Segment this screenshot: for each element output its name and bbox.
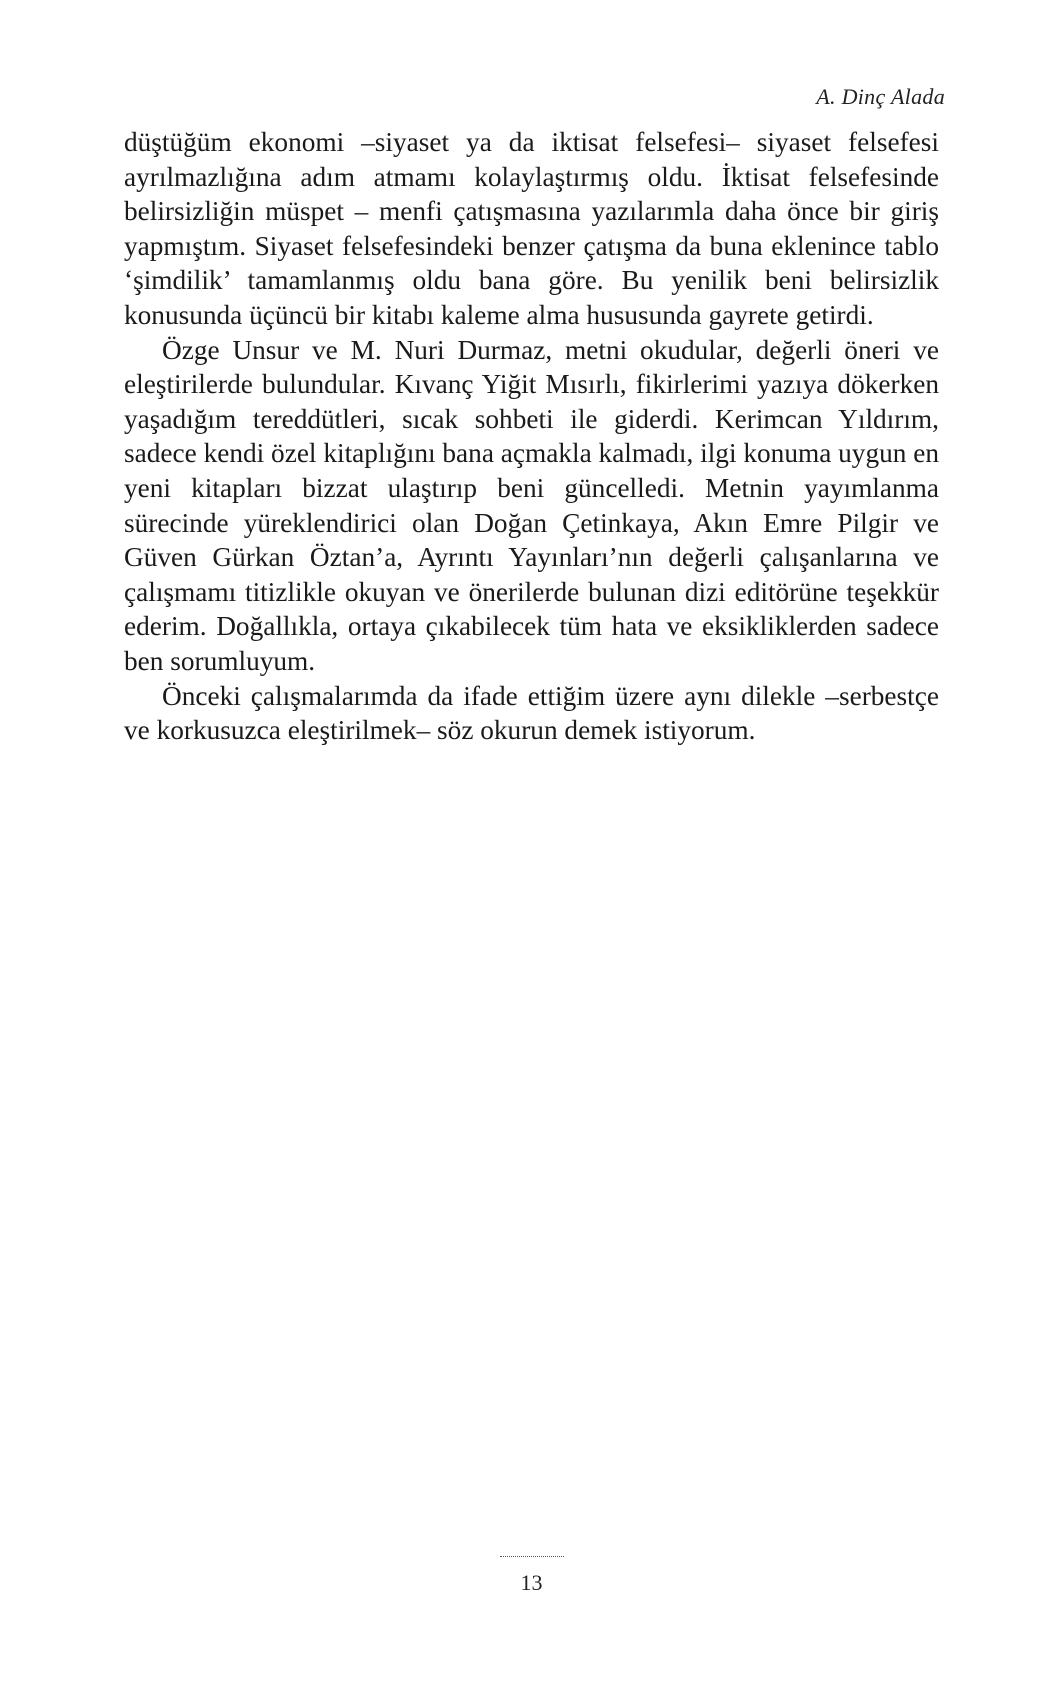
page-number: 13 xyxy=(520,1570,543,1595)
running-header: A. Dinç Alada xyxy=(816,84,945,109)
paragraph: Özge Unsur ve M. Nuri Durmaz, metni okudular, değerli öneri ve eleştirilerde bulundular. Kıvanç Yiğit Mısırlı, fikirlerimi yazıya dökerken yaşadığım tereddütleri, sıcak sohbeti ile giderdi. Kerimcan Yıldırım, sadece kendi özel kitaplığını bana açmakla kalmadı, ilgi konuma uygun en yeni kitapları bizzat ulaştırıp beni güncelledi. Metnin yayımlanma sürecinde yüreklendirici olan Doğan Çetinkaya, Akın Emre Pilgir ve Güven Gürkan Öztan’a, Ayrıntı Yayınları’nın değerli çalışanlarına ve çalışmamı titizlikle okuyan ve önerilerde bulunan dizi editörüne teşekkür ederim. Doğallıkla, ortaya çıkabilecek tüm hata ve eksikliklerden sadece ben sorumluyum. xyxy=(124,334,939,676)
footer-divider xyxy=(500,1556,564,1557)
paragraph: Önceki çalışmalarımda da ifade ettiğim üzere aynı dilekle –serbestçe ve korkusuzca eleştirilmek– söz okurun demek istiyorum. xyxy=(124,680,939,746)
body-text xyxy=(124,125,939,748)
paragraph: düştüğüm ekonomi –siyaset ya da iktisat felsefesi– siyaset felsefesi ayrılmazlığına adım atmamı kolaylaştırmış oldu. İktisat felsefesinde belirsizliğin müspet – menfi çatışmasına yazılarımla daha önce bir giriş yapmıştım. Siyaset felsefesindeki benzer çatışma da buna eklenince tablo ‘şimdilik’ tamamlanmış oldu bana göre. Bu yenilik beni belirsizlik konusunda üçüncü bir kitabı kaleme alma hususunda gayrete getirdi. xyxy=(124,127,939,330)
